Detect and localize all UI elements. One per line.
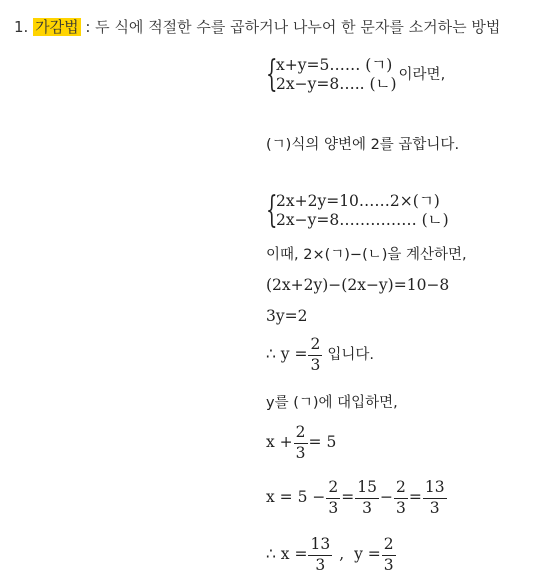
fraction: $\frac{2}{3}$ [295,423,306,462]
step-2-text: 이때, 2×(ㄱ)−(ㄴ)을 계산하면, [266,247,467,263]
equation-2: 3y=2 [266,307,308,325]
method-heading [14,16,500,37]
fraction: $\frac{13}{3}$ [310,535,331,574]
equation-5-prefix: x = 5 − [266,488,326,507]
system-2-line-1: 2x+2y=10……2×(ㄱ) [276,192,440,210]
equation-4 [266,425,336,461]
brace-icon: { [266,189,278,231]
fraction: $\frac{13}{3}$ [424,478,445,517]
system-2 [266,189,449,231]
equation-3 [266,337,374,373]
system-1-line-2: 2x−y=8….. (ㄴ) [276,75,397,93]
system-1 [266,53,446,95]
heading-title-highlight: 가감법 [35,18,79,36]
fraction: $\frac{2}{3}$ [328,478,339,517]
equation-6-prefix: ∴ x = [266,545,308,564]
equation-4-suffix: = 5 [308,433,337,452]
fraction: $\frac{2}{3}$ [383,535,394,574]
equation-3-prefix: ∴ y = [266,345,308,364]
heading-description: : 두 식에 적절한 수를 곱하거나 나누어 한 문자를 소거하는 방법 [85,18,501,36]
fraction: $\frac{2}{3}$ [310,335,321,374]
system-1-line-1: x+y=5…… (ㄱ) [276,56,393,74]
equation-5: x = 5 − $\frac{2}{3}$ = $\frac{15}{3}$ − $\frac{2}{3}$ = $\frac{13}{3}$ [266,478,445,517]
fraction: $\frac{15}{3}$ [357,478,377,517]
step-1-text: (ㄱ)식의 양변에 2를 곱합니다. [266,137,460,153]
fraction: $\frac{2}{3}$ [395,478,406,517]
system-1-suffix: 이라면, [398,66,446,83]
equation-3-suffix: 입니다. [327,346,374,363]
equation-6: ∴ x = $\frac{13}{3}$ , y = $\frac{2}{3}$ [266,535,394,574]
system-2-line-2: 2x−y=8…………… (ㄴ) [276,211,449,229]
equation-4-prefix: x + [266,433,293,452]
step-3-text: y를 (ㄱ)에 대입하면, [266,395,398,411]
equation-1: (2x+2y)−(2x−y)=10−8 [266,276,450,294]
brace-icon: { [266,53,278,95]
heading-number: 1. [14,18,29,36]
